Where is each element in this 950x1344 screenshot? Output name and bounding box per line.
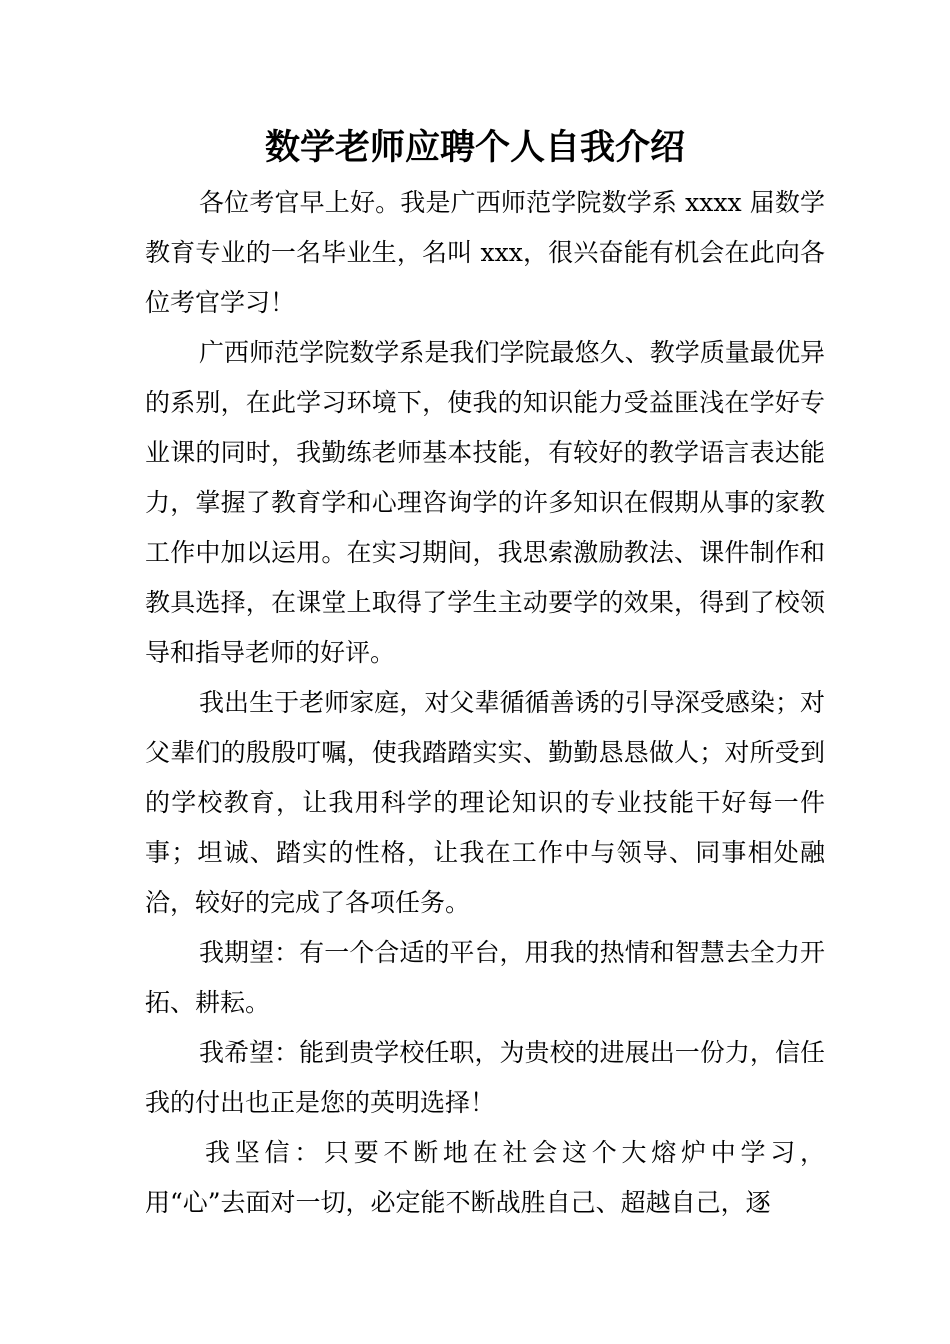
paragraph-expectation: 我期望：有一个合适的平台，用我的热情和智慧去全力开拓、耕耘。 xyxy=(145,938,825,1017)
document-title: 数学老师应聘个人自我介绍 xyxy=(264,128,685,168)
paragraph-hope: 我希望：能到贵学校任职，为贵校的进展出一份力，信任我的付出也正是您的英明选择！ xyxy=(145,1038,825,1117)
paragraph-education: 广西师范学院数学系是我们学院最悠久、教学质量最优异的系别，在此学习环境下，使我的知识能力受益匪浅在学好专业课的同时，我勤练老师基本技能，有较好的教学语言表达能力，掌握了教育学和心理咨询学的许多知识在假期从事的家教工作中加以运用。在实习期间，我思索激励教法、课件制作和教具选择，在课堂上取得了学生主动要学的效果，得到了校领导和指导老师的好评。 xyxy=(145,338,825,667)
paragraph-belief: 我坚信：只要不断地在社会这个大熔炉中学习，用“心”去面对一切，必定能不断战胜自己、超越自己，逐 xyxy=(145,1138,825,1217)
paragraph-greeting: 各位考官早上好。我是广西师范学院数学系 xxxx 届数学教育专业的一名毕业生，名叫 xxx，很兴奋能有机会在此向各位考官学习！ xyxy=(145,188,825,317)
paragraph-family: 我出生于老师家庭，对父辈循循善诱的引导深受感染；对父辈们的殷殷叮嘱，使我踏踏实实、勤勤恳恳做人；对所受到的学校教育，让我用科学的理论知识的专业技能干好每一件事；坦诚、踏实的性格，让我在工作中与领导、同事相处融洽，较好的完成了各项任务。 xyxy=(145,688,825,917)
document-body xyxy=(145,178,825,1228)
